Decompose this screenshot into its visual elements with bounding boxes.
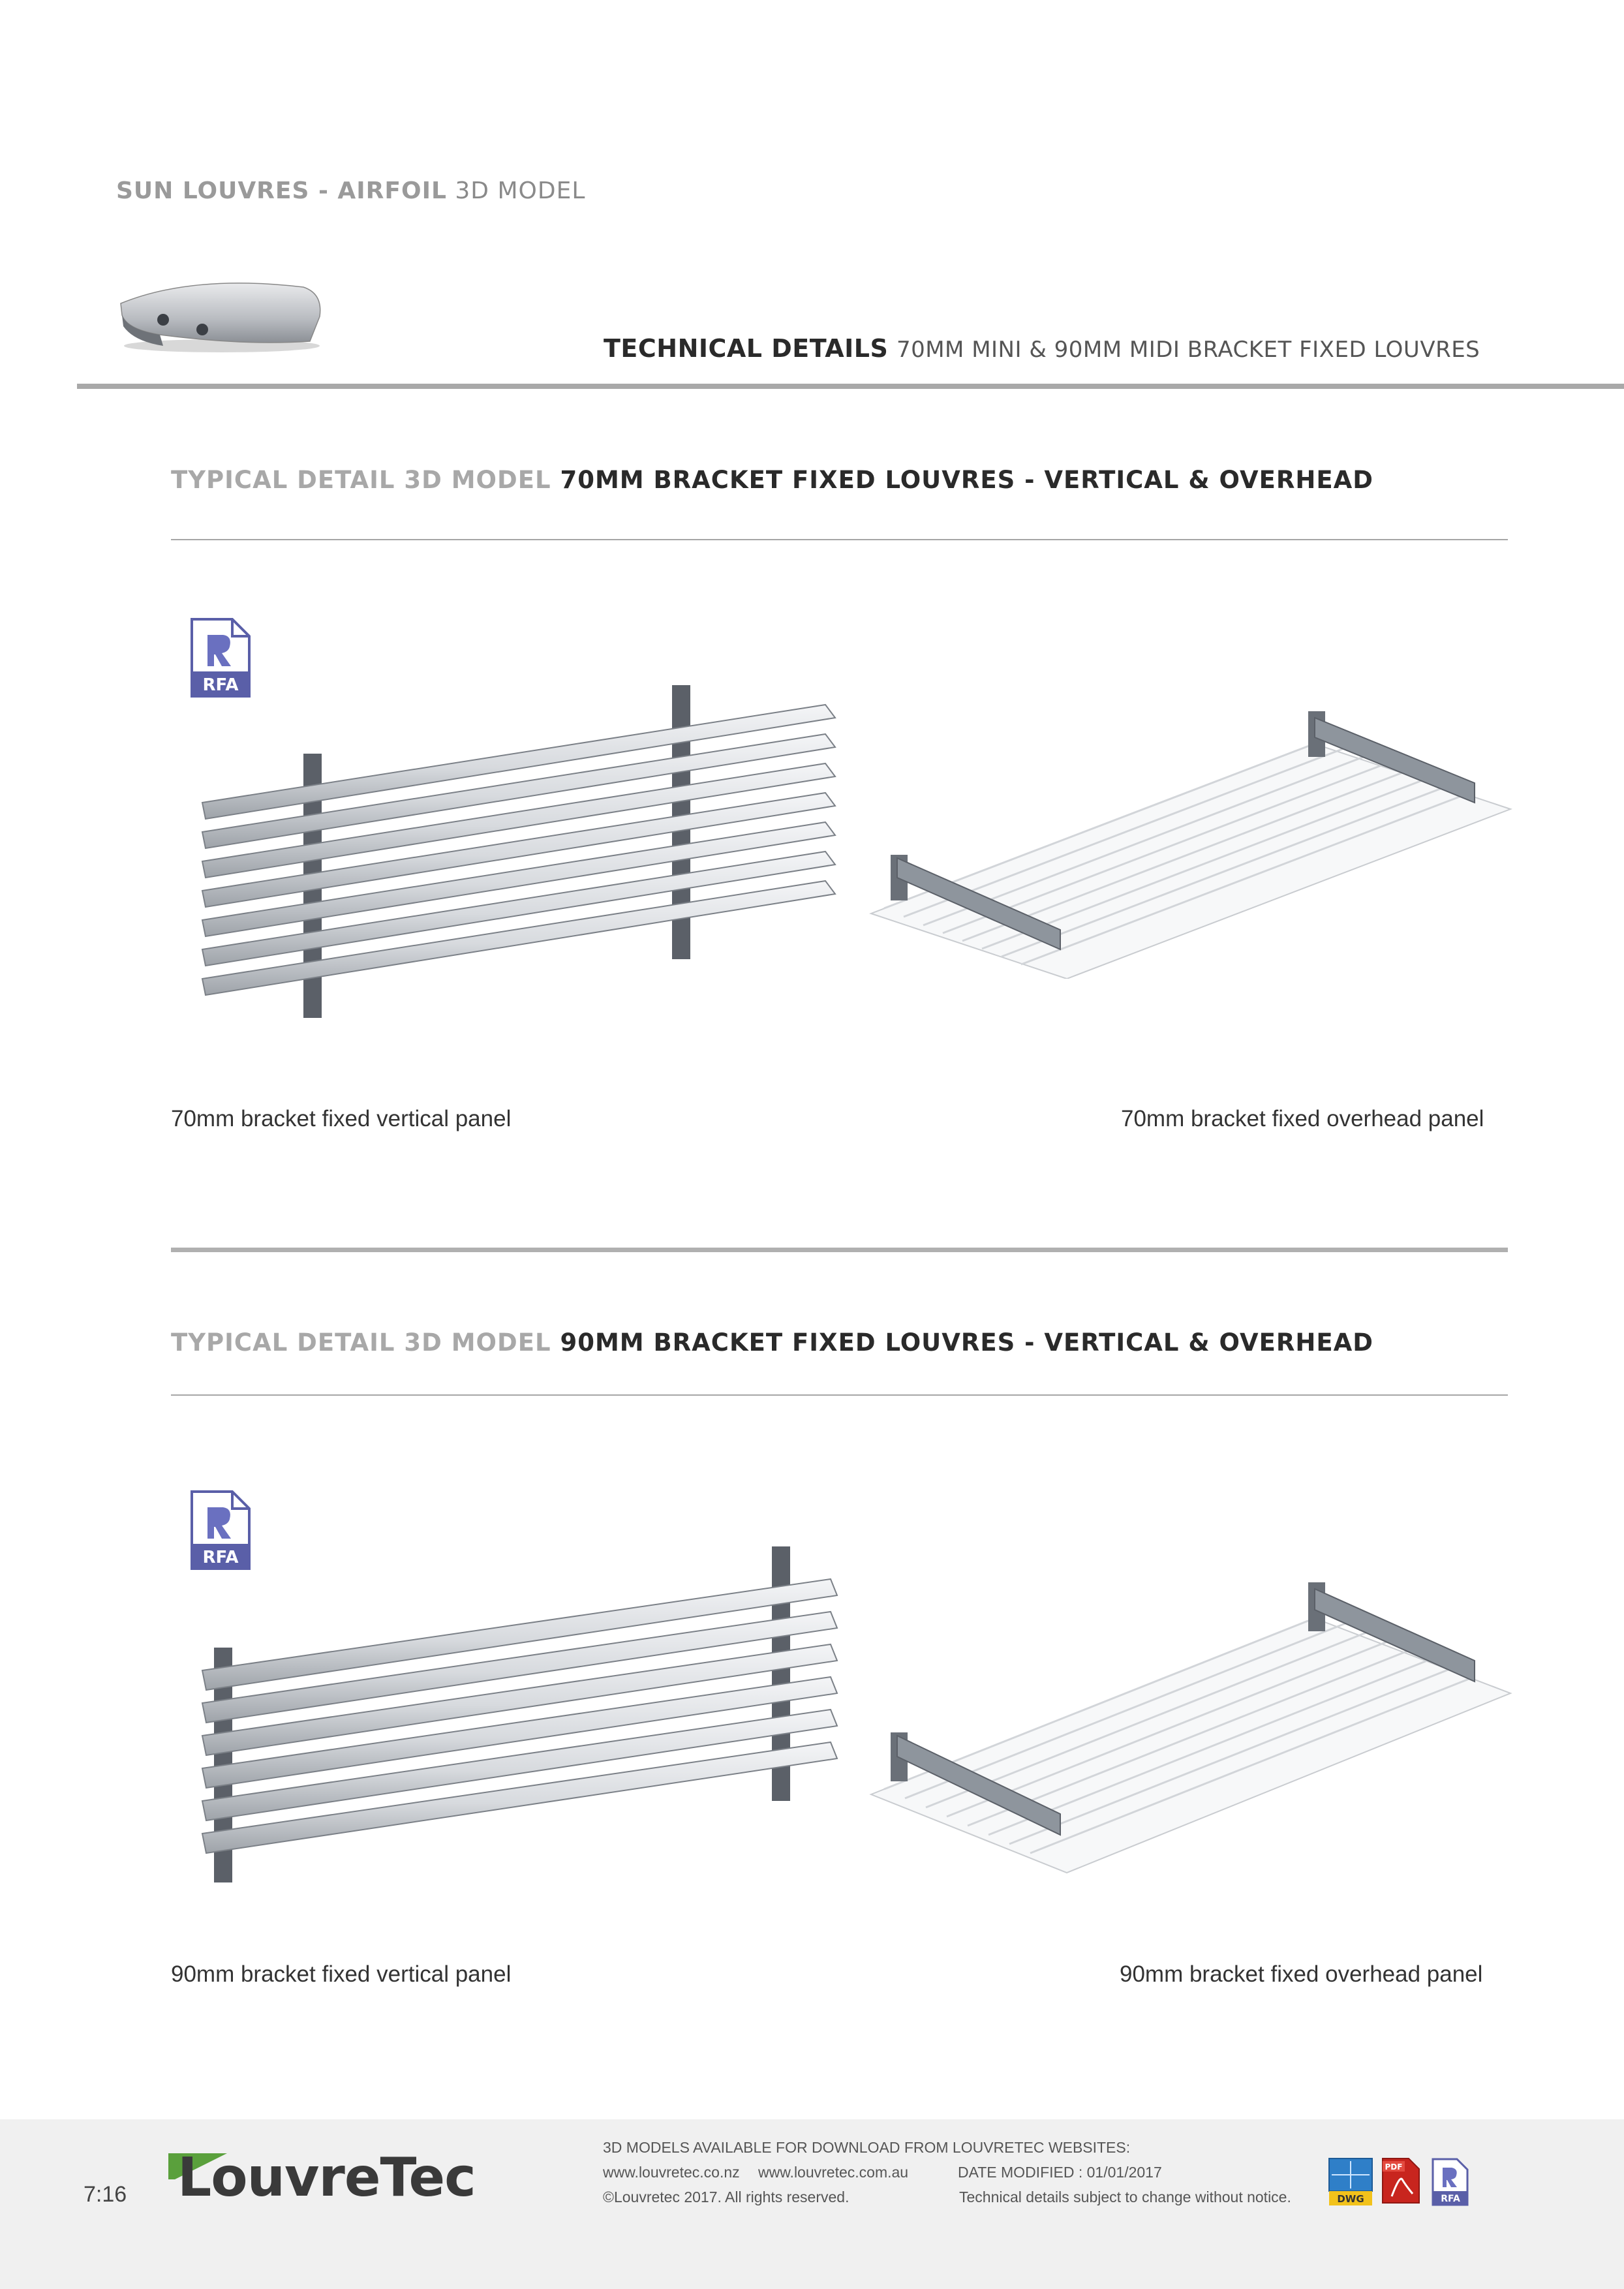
- technical-details-light: 70MM MINI & 90MM MIDI BRACKET FIXED LOUVRES: [896, 337, 1480, 363]
- header-divider: [77, 384, 1624, 389]
- airfoil-profile-image: [114, 264, 329, 356]
- section-1-title: 70MM BRACKET FIXED LOUVRES - VERTICAL & OVERHEAD: [560, 466, 1373, 494]
- rfa-badge-text: RFA: [202, 1548, 239, 1567]
- caption-70mm-vertical: 70mm bracket fixed vertical panel: [171, 1106, 512, 1131]
- vertical-panel-90mm-model: [194, 1543, 840, 1889]
- caption-70mm-overhead: 70mm bracket fixed overhead panel: [1121, 1106, 1484, 1131]
- technical-details-heading: [604, 334, 1480, 363]
- section-2-divider: [171, 1394, 1508, 1396]
- caption-90mm-overhead: 90mm bracket fixed overhead panel: [1120, 1961, 1483, 1987]
- section-2-label: TYPICAL DETAIL 3D MODEL: [171, 1329, 551, 1357]
- section-2-heading: [171, 1329, 1373, 1357]
- dwg-file-icon[interactable]: [1328, 2157, 1373, 2210]
- site-au-link[interactable]: www.louvretec.com.au: [758, 2164, 909, 2181]
- page-number: 7:16: [84, 2182, 127, 2207]
- section-1-divider: [171, 539, 1508, 540]
- series-heading-light: 3D MODEL: [455, 177, 586, 204]
- section-separator: [171, 1248, 1508, 1252]
- copyright: ©Louvretec 2017. All rights reserved.: [603, 2189, 850, 2205]
- dwg-label: DWG: [1337, 2193, 1364, 2205]
- rfa-badge-text: RFA: [202, 675, 239, 695]
- pdf-file-icon[interactable]: [1380, 2156, 1422, 2209]
- site-nz-link[interactable]: www.louvretec.co.nz: [603, 2164, 740, 2181]
- download-note: 3D MODELS AVAILABLE FOR DOWNLOAD FROM LOUVRETEC WEBSITES:: [603, 2139, 1131, 2156]
- series-heading: [116, 177, 585, 204]
- overhead-panel-90mm-model: [865, 1579, 1517, 1886]
- caption-90mm-vertical: 90mm bracket fixed vertical panel: [171, 1961, 512, 1987]
- louvretec-logo: LouvreTec: [177, 2147, 476, 2209]
- section-1-label: TYPICAL DETAIL 3D MODEL: [171, 466, 551, 494]
- series-heading-bold: SUN LOUVRES - AIRFOIL: [116, 177, 447, 204]
- rfa-footer-icon[interactable]: [1431, 2157, 1470, 2210]
- overhead-panel-70mm-model: [865, 705, 1517, 979]
- disclaimer: Technical details subject to change without notice.: [959, 2189, 1291, 2205]
- technical-details-bold: TECHNICAL DETAILS: [604, 334, 889, 363]
- rfa-footer-label: RFA: [1441, 2194, 1460, 2204]
- date-modified: DATE MODIFIED : 01/01/2017: [958, 2164, 1162, 2181]
- pdf-label: PDF: [1385, 2162, 1403, 2172]
- section-1-heading: [171, 466, 1373, 494]
- vertical-panel-70mm-model: [192, 679, 838, 1018]
- section-2-title: 90MM BRACKET FIXED LOUVRES - VERTICAL & OVERHEAD: [560, 1329, 1373, 1357]
